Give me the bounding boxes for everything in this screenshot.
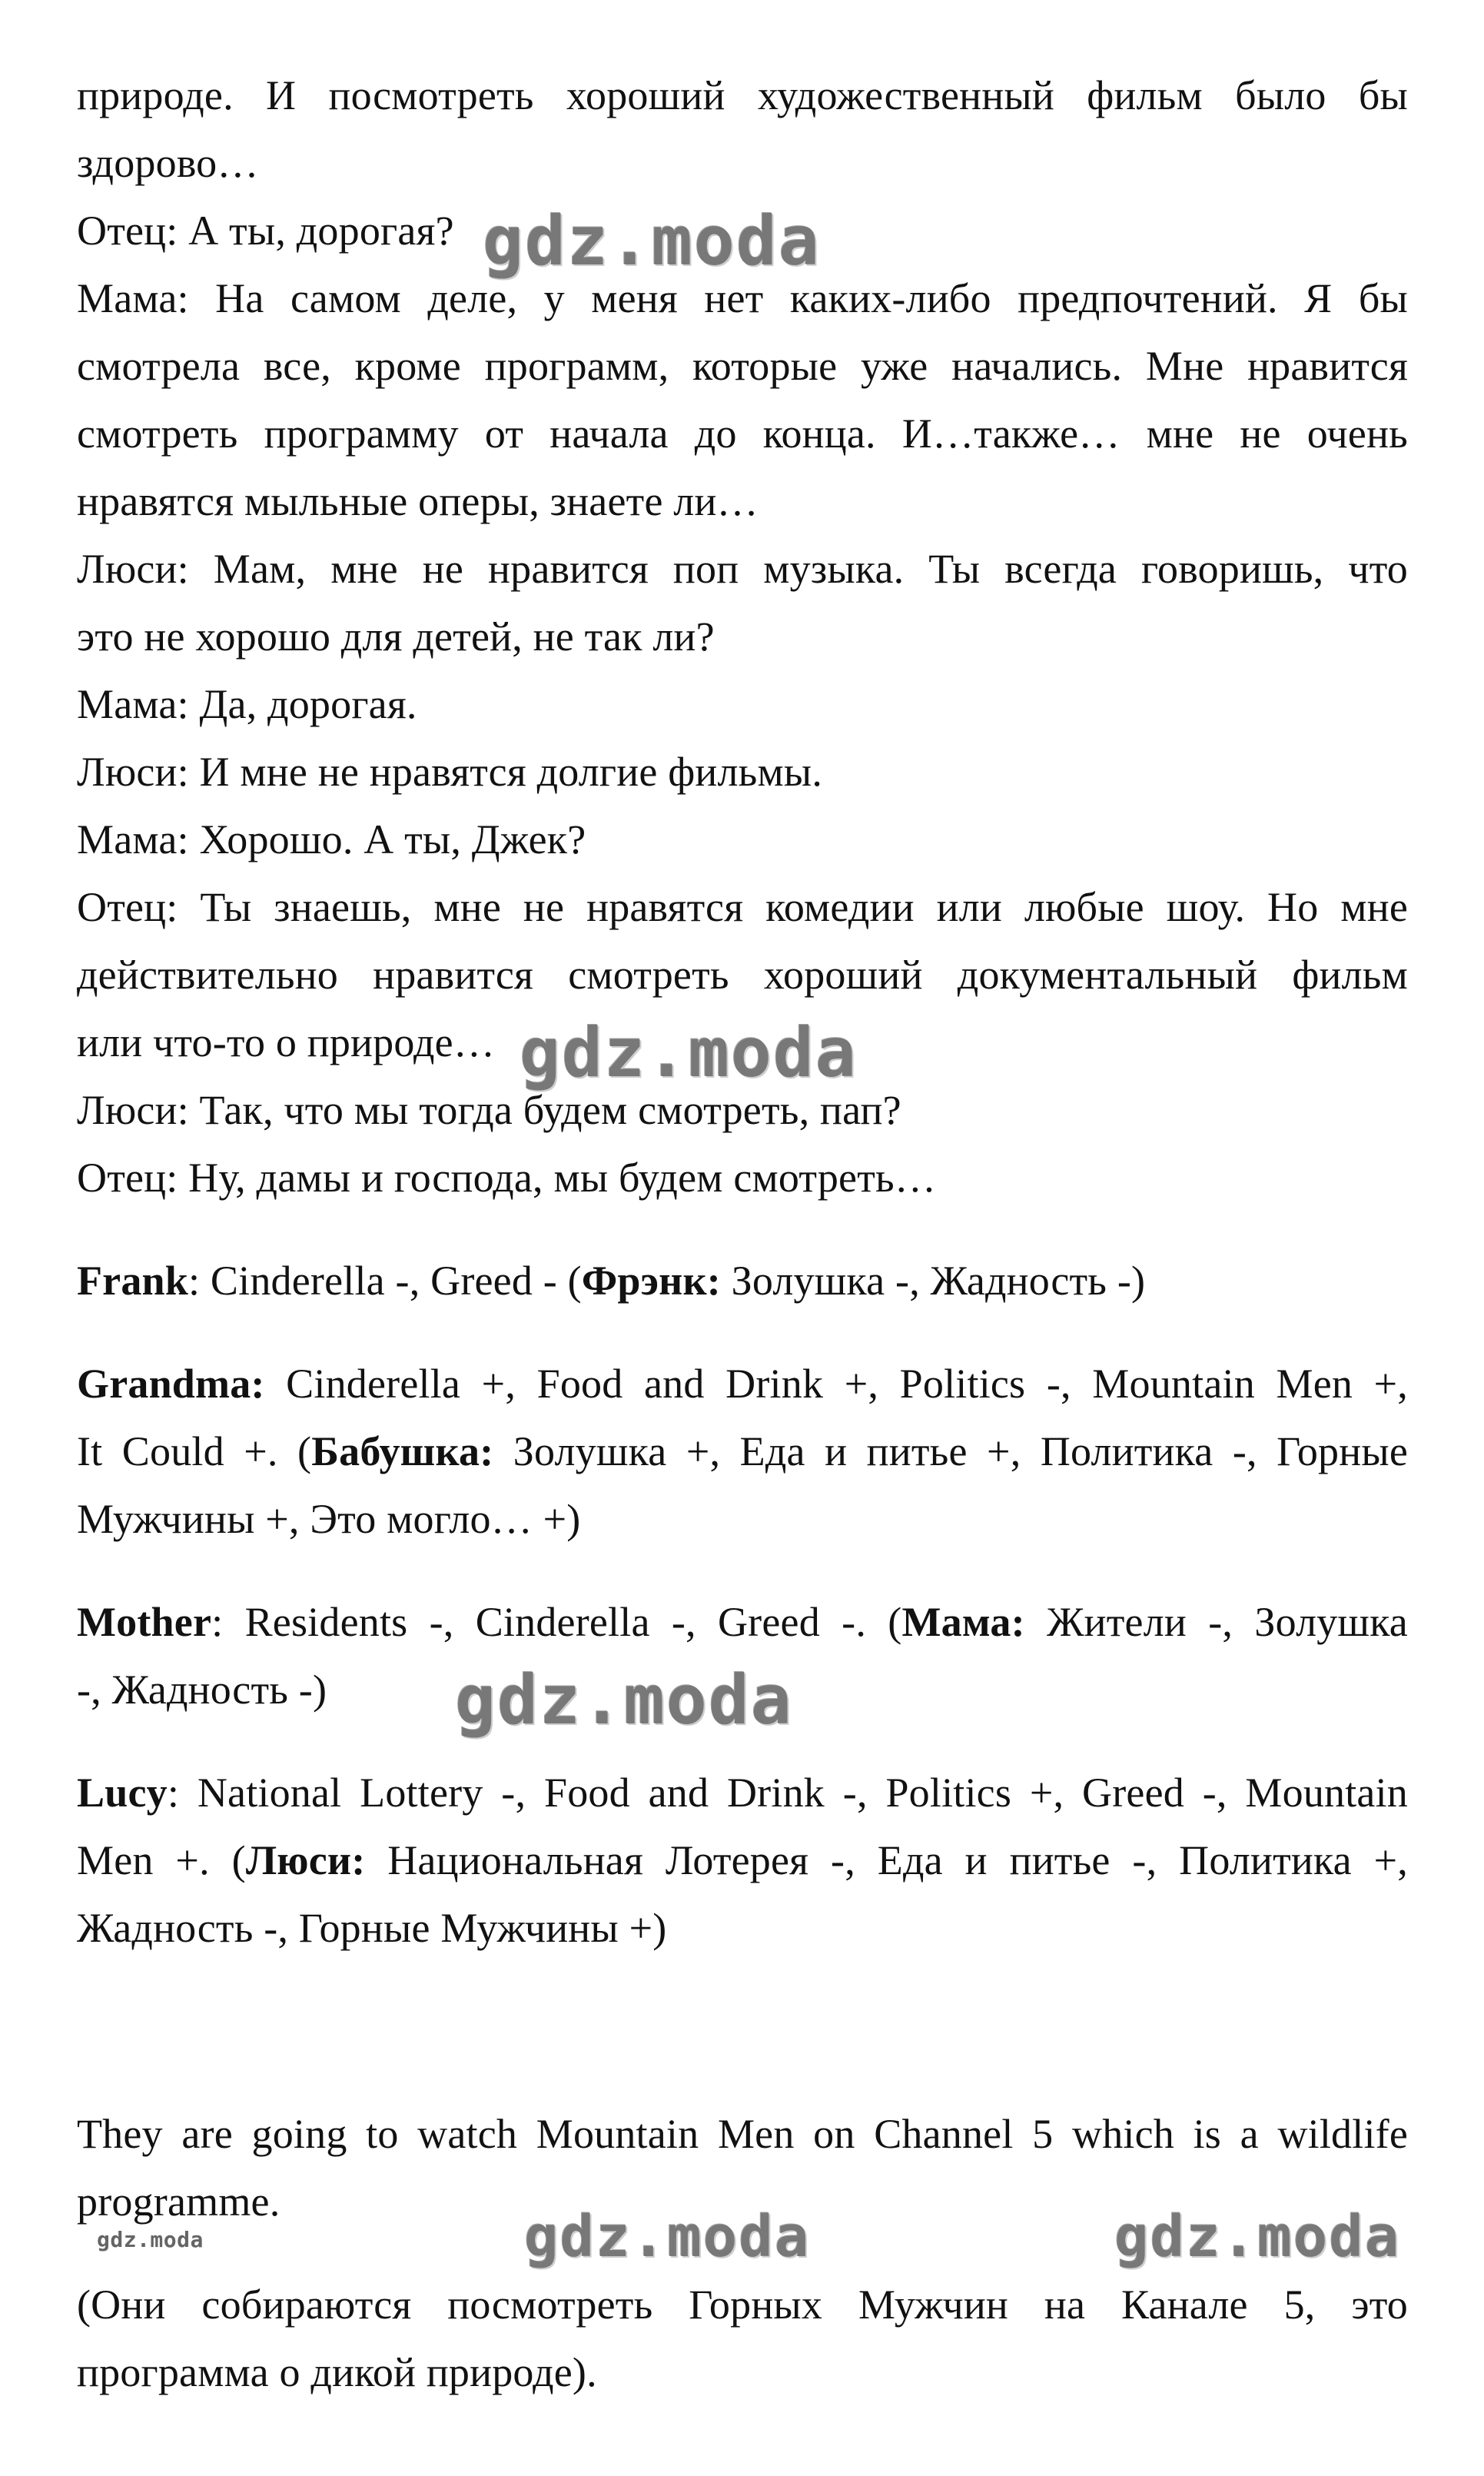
- watermark-logo: gdz.moda: [483, 201, 821, 281]
- answer-text: Золушка +, Еда и питье +, Политика -, Горные: [493, 1428, 1408, 1474]
- dialogue-line: или что-то о природе…: [77, 1019, 496, 1065]
- conclusion-en: programme.: [77, 2179, 281, 2225]
- answer-text: It Could +. (: [77, 1428, 312, 1474]
- answer-grandma-line: [77, 1427, 1408, 1476]
- answer-text: Men +. (: [77, 1837, 246, 1883]
- dialogue-line: смотреть программу от начала до конца. И…также… мне не очень: [77, 410, 1408, 457]
- watermark-logo: gdz.moda: [455, 1660, 793, 1740]
- answer-lucy: [77, 1768, 1408, 1817]
- person-name-ru: Мама:: [901, 1599, 1025, 1645]
- person-name-ru: Люси:: [245, 1837, 366, 1883]
- dialogue-line: Люси: Мам, мне не нравится поп музыка. Ты всегда говоришь, что: [77, 546, 1408, 592]
- dialogue-line: это не хорошо для детей, не так ли?: [77, 613, 715, 660]
- watermark-logo: gdz.moda: [520, 1013, 858, 1092]
- watermark-logo: gdz.moda: [1114, 2204, 1401, 2270]
- dialogue-line: Мама: На самом деле, у меня нет каких-либо предпочтений. Я бы: [77, 275, 1408, 321]
- answer-text: : Residents -, Cinderella -, Greed -. (: [211, 1599, 902, 1645]
- watermark-small: gdz.moda: [97, 2227, 204, 2252]
- answer-mother-line: -, Жадность -): [77, 1667, 327, 1713]
- answer-text: Золушка -, Жадность -): [720, 1258, 1146, 1304]
- dialogue-line: Мама: Хорошо. А ты, Джек?: [77, 816, 586, 862]
- dialogue-line: здорово…: [77, 140, 259, 186]
- dialogue-line: Мама: Да, дорогая.: [77, 681, 417, 727]
- dialogue-line: Люси: И мне не нравятся долгие фильмы.: [77, 749, 823, 795]
- dialogue-line: нравятся мыльные оперы, знаете ли…: [77, 478, 759, 524]
- answer-mother: [77, 1597, 1408, 1647]
- answer-text: Национальная Лотерея -, Еда и питье -, Политика +,: [365, 1837, 1408, 1883]
- person-name: Mother: [77, 1599, 212, 1645]
- answer-frank: [77, 1256, 1145, 1305]
- answer-text: Cinderella +, Food and Drink +, Politics -, Mountain Men +,: [264, 1361, 1408, 1407]
- dialogue-line: смотрела все, кроме программ, которые уже начались. Мне нравится: [77, 343, 1408, 389]
- answer-lucy-line: [77, 1836, 1408, 1885]
- dialogue-line: Люси: Так, что мы тогда будем смотреть, пап?: [77, 1087, 901, 1133]
- answer-lucy-line: Жадность -, Горные Мужчины +): [77, 1905, 667, 1951]
- person-name-ru: Бабушка:: [311, 1428, 494, 1474]
- dialogue-line: Отец: Ты знаешь, мне не нравятся комедии или любые шоу. Но мне: [77, 884, 1408, 930]
- conclusion-ru: (Они собираются посмотреть Горных Мужчин на Канале 5, это: [77, 2282, 1408, 2328]
- dialogue-line: Отец: А ты, дорогая?: [77, 208, 454, 254]
- watermark-logo: gdz.moda: [524, 2204, 811, 2270]
- answer-text: Жители -, Золушка: [1024, 1599, 1408, 1645]
- answer-grandma: [77, 1359, 1408, 1408]
- person-name-ru: Фрэнк:: [581, 1258, 721, 1304]
- answer-text: : National Lottery -, Food and Drink -, Politics +, Greed -, Mountain: [167, 1770, 1408, 1816]
- conclusion-en: They are going to watch Mountain Men on Channel 5 which is a wildlife: [77, 2111, 1408, 2157]
- conclusion-ru: программа о дикой природе).: [77, 2349, 597, 2395]
- answer-text: : Cinderella -, Greed - (: [188, 1258, 582, 1304]
- dialogue-line: действительно нравится смотреть хороший документальный фильм: [77, 952, 1408, 998]
- dialogue-line: природе. И посмотреть хороший художественный фильм было бы: [77, 72, 1408, 118]
- person-name: Grandma:: [77, 1361, 265, 1407]
- dialogue-line: Отец: Ну, дамы и господа, мы будем смотреть…: [77, 1155, 937, 1201]
- person-name: Frank: [77, 1258, 189, 1304]
- answer-grandma-line: Мужчины +, Это могло… +): [77, 1496, 581, 1542]
- person-name: Lucy: [77, 1770, 168, 1816]
